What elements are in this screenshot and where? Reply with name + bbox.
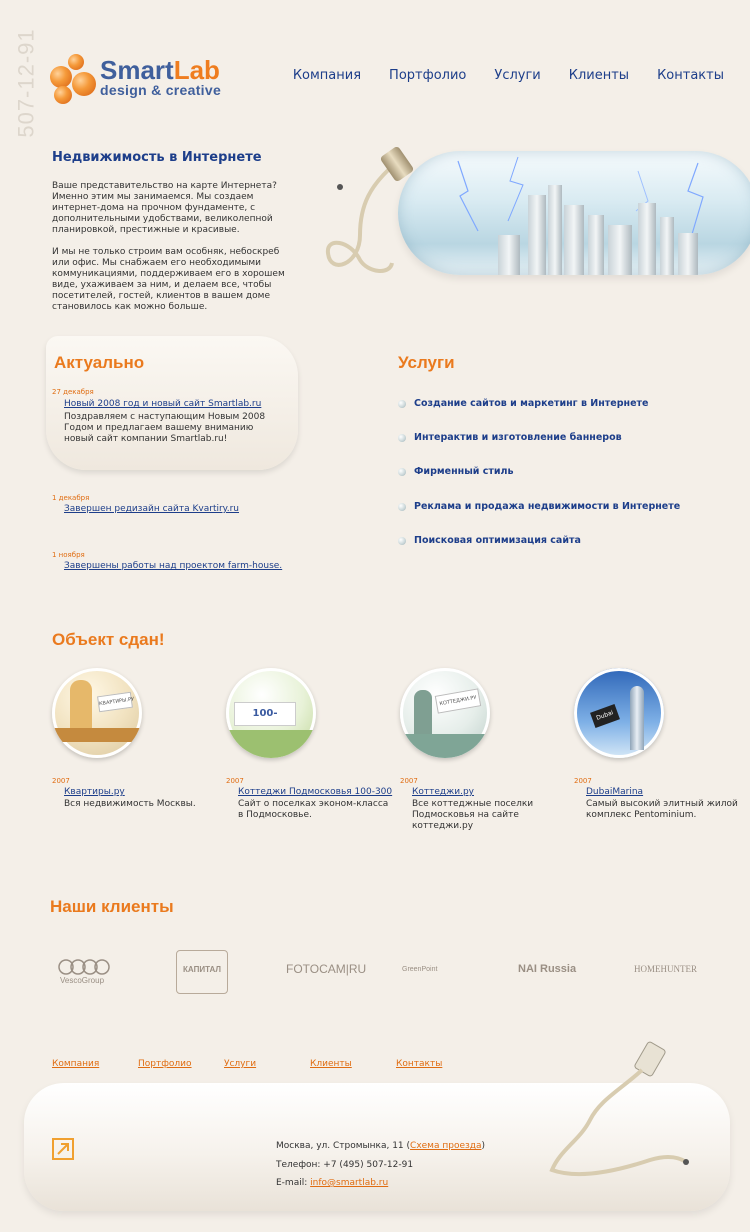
hero-text bbox=[52, 181, 297, 313]
object-desc: Все коттеджные поселки Подмосковья на сайте коттеджи.ру bbox=[412, 799, 534, 831]
object-thumbnail[interactable]: Dubai bbox=[574, 668, 664, 758]
objects-heading: Объект сдан! bbox=[52, 630, 165, 649]
bullet-icon bbox=[398, 434, 406, 442]
object-desc: Вся недвижимость Москвы. bbox=[64, 799, 196, 809]
client-logo-nai[interactable]: NAI Russia bbox=[518, 963, 577, 975]
footer-nav bbox=[52, 1059, 482, 1069]
footer-phone: Телефон: +7 (495) 507-12-91 bbox=[276, 1160, 414, 1170]
vertical-phone-number: 507-12-91 bbox=[13, 28, 39, 138]
main-nav bbox=[293, 68, 724, 83]
logo-tagline: design & creative bbox=[100, 82, 222, 98]
object-year: 2007 bbox=[400, 777, 418, 785]
object-year: 2007 bbox=[226, 777, 244, 785]
service-item[interactable]: Реклама и продажа недвижимости в Интернете bbox=[398, 501, 680, 512]
logo[interactable] bbox=[48, 52, 248, 112]
bullet-icon bbox=[398, 468, 406, 476]
object-year: 2007 bbox=[52, 777, 70, 785]
footer-nav-portfolio[interactable]: Портфолио bbox=[138, 1059, 192, 1069]
client-logo-greenpoint[interactable]: GreenPoint bbox=[402, 966, 438, 973]
object-year: 2007 bbox=[574, 777, 592, 785]
nav-item-services[interactable]: Услуги bbox=[494, 68, 541, 83]
footer-nav-clients[interactable]: Клиенты bbox=[310, 1059, 352, 1069]
client-logo-fotocam[interactable]: FOTOCAM|RU bbox=[286, 962, 367, 976]
object-desc: Сайт о поселках эконом-класса в Подмосковье. bbox=[238, 799, 389, 820]
news-link[interactable]: Новый 2008 год и новый сайт Smartlab.ru bbox=[64, 399, 262, 409]
object-thumbnail[interactable]: КВАРТИРЫ.РУ bbox=[52, 668, 142, 758]
bullet-icon bbox=[398, 537, 406, 545]
footer-nav-services[interactable]: Услуги bbox=[224, 1059, 257, 1069]
news-date: 27 декабря bbox=[52, 388, 94, 396]
client-logo-kapital[interactable]: КАПИТАЛ bbox=[176, 950, 228, 994]
nav-item-clients[interactable]: Клиенты bbox=[568, 68, 630, 83]
client-logo-homehunter[interactable]: HOMEHUNTER bbox=[634, 964, 697, 974]
logo-name-part2: Lab bbox=[173, 55, 220, 85]
service-item[interactable]: Поисковая оптимизация сайта bbox=[398, 535, 581, 546]
logo-balls-icon bbox=[48, 52, 98, 107]
service-item[interactable]: Фирменный стиль bbox=[398, 466, 514, 477]
email-link[interactable]: info@smartlab.ru bbox=[310, 1178, 389, 1188]
object-desc: Самый высокий элитный жилой комплекс Pentominium. bbox=[586, 799, 738, 820]
object-link[interactable]: Коттеджи Подмосковья 100-300 bbox=[238, 787, 393, 797]
news-link[interactable]: Завершен редизайн сайта Kvartiry.ru bbox=[64, 504, 239, 514]
nav-item-contacts[interactable]: Контакты bbox=[657, 68, 724, 83]
footer-email: E-mail: info@smartlab.ru bbox=[276, 1178, 389, 1188]
hero-capsule-image bbox=[320, 145, 750, 280]
nav-item-portfolio[interactable]: Портфолио bbox=[389, 68, 467, 83]
service-item[interactable]: Интерактив и изготовление баннеров bbox=[398, 432, 622, 443]
arrow-up-right-icon[interactable] bbox=[52, 1138, 74, 1160]
news-date: 1 ноября bbox=[52, 551, 85, 559]
hero-title: Недвижимость в Интернете bbox=[52, 150, 262, 165]
object-link[interactable]: Квартиры.ру bbox=[64, 787, 125, 797]
footer-address: Москва, ул. Стромынка, 11 (Схема проезда) bbox=[276, 1141, 486, 1151]
object-thumbnail[interactable]: КОТТЕДЖИ.РУ bbox=[400, 668, 490, 758]
bullet-icon bbox=[398, 503, 406, 511]
news-link[interactable]: Завершены работы над проектом farm-house. bbox=[64, 561, 283, 571]
footer-nav-company[interactable]: Компания bbox=[52, 1059, 100, 1069]
hero-paragraph-1: Ваше представительство на карте Интернета? Именно этим мы занимаемся. Мы создаем интернет-дома на прочном фундаменте, с дополнительными удобствами, великолепной планировкой, престижные и красивые. bbox=[52, 181, 277, 235]
news-heading: Актуально bbox=[54, 353, 145, 372]
vesco-rings-icon bbox=[54, 958, 116, 976]
bullet-icon bbox=[398, 400, 406, 408]
object-link[interactable]: DubaiMarina bbox=[586, 787, 644, 797]
hero-paragraph-2: И мы не только строим вам особняк, небоскреб или офис. Мы снабжаем его необходимыми коммуникациями, поддерживаем его в хорошем виде, ухаживаем за ним, и делаем все, чтобы посетителей, гостей, клиентов в вашем доме становилось как можно больше. bbox=[52, 247, 285, 312]
news-date: 1 декабря bbox=[52, 494, 90, 502]
object-thumbnail[interactable]: 100- bbox=[226, 668, 316, 758]
nav-item-company[interactable]: Компания bbox=[292, 68, 362, 83]
footer-cable-icon bbox=[540, 1030, 700, 1180]
footer-nav-contacts[interactable]: Контакты bbox=[396, 1059, 443, 1069]
news-text: Поздравляем с наступающим Новым 2008 Годом и предлагаем вашему вниманию новый сайт компании Smartlab.ru! bbox=[64, 412, 266, 444]
service-item[interactable]: Создание сайтов и маркетинг в Интернете bbox=[398, 398, 649, 409]
client-logo-vesco[interactable]: VescoGroup bbox=[54, 958, 116, 985]
object-link[interactable]: Коттеджи.ру bbox=[412, 787, 474, 797]
clients-heading: Наши клиенты bbox=[50, 897, 174, 916]
logo-name-part1: Smart bbox=[100, 55, 174, 85]
map-link[interactable]: Схема проезда bbox=[410, 1141, 482, 1151]
services-heading: Услуги bbox=[398, 353, 455, 372]
